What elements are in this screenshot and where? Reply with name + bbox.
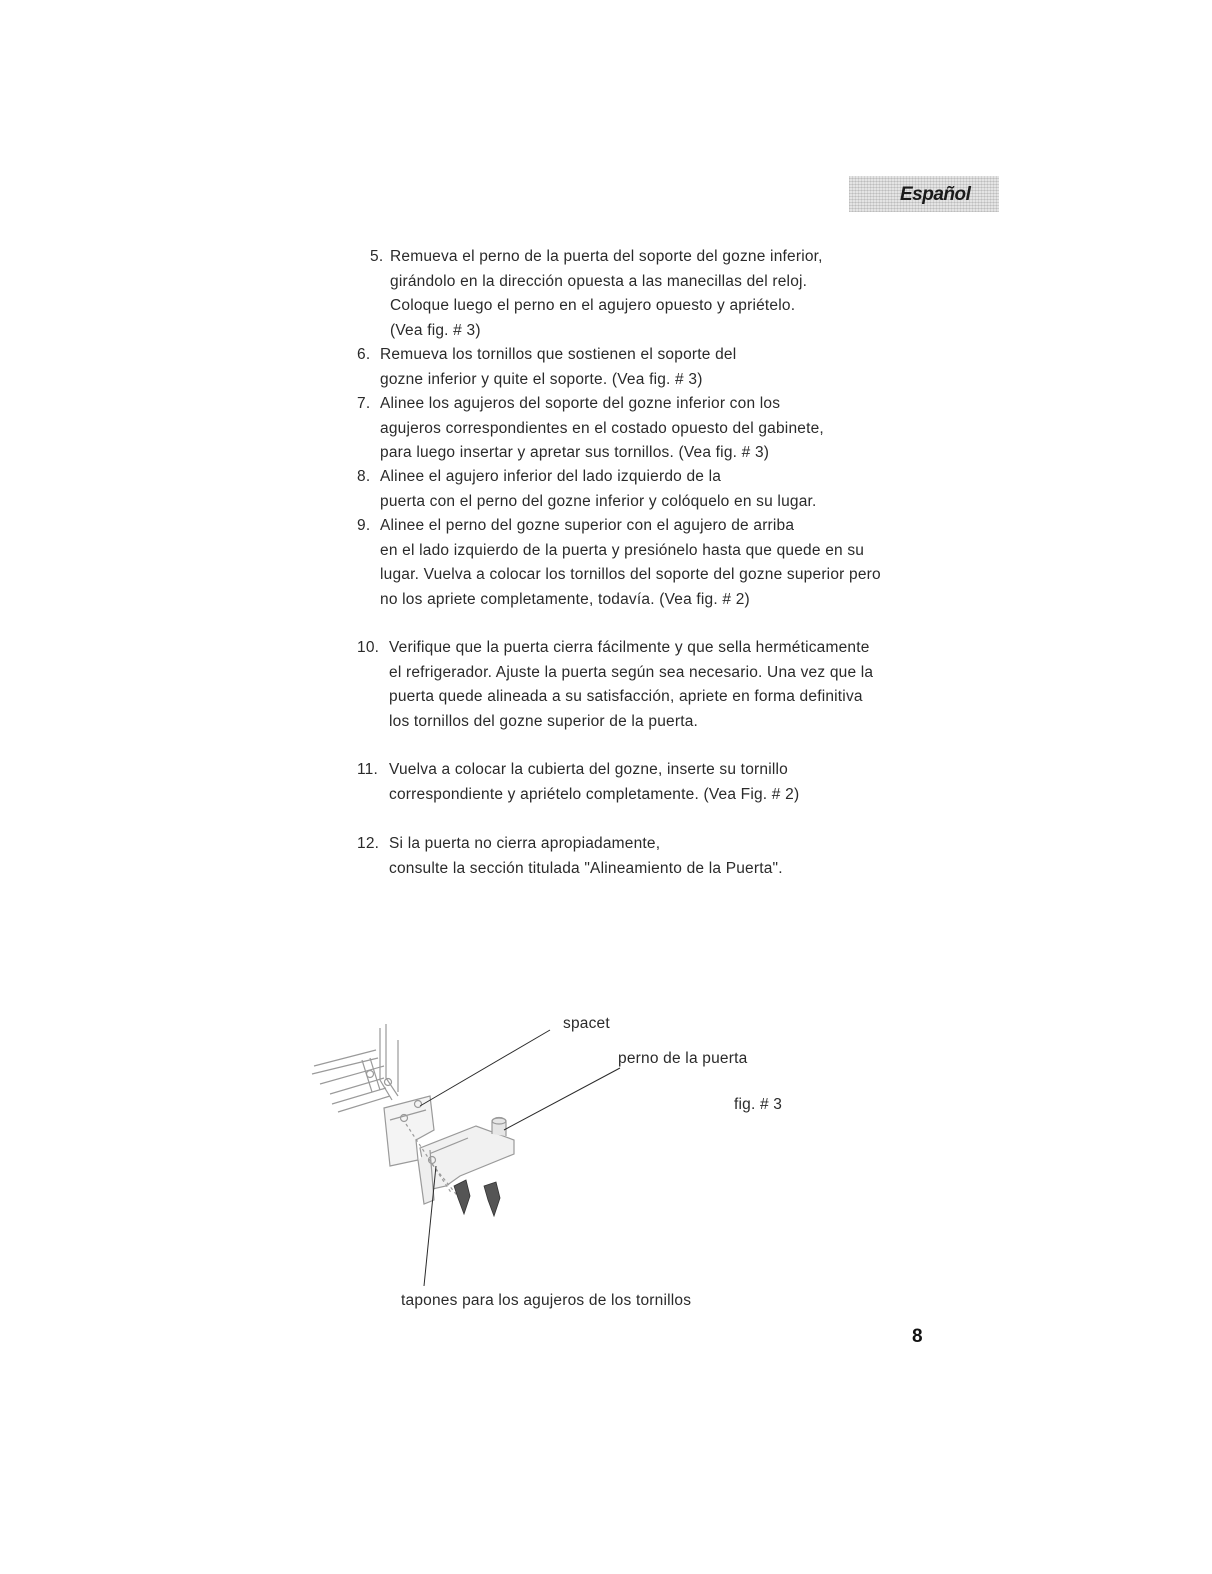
step-number: 8. bbox=[357, 468, 371, 485]
step-8 bbox=[357, 465, 817, 514]
hinge-bracket-illustration bbox=[300, 1000, 640, 1300]
step-line: Verifique que la puerta cierra fácilmente y que sella herméticamente bbox=[389, 639, 870, 656]
label-spacer: spacet bbox=[563, 1015, 610, 1032]
language-label: Español bbox=[900, 184, 971, 205]
step-number: 11. bbox=[357, 761, 378, 778]
step-line: en el lado izquierdo de la puerta y presiónelo hasta que quede en su bbox=[380, 541, 865, 559]
step-7 bbox=[357, 392, 824, 466]
step-line: no los apriete completamente, todavía. (Vea fig. # 2) bbox=[380, 590, 750, 608]
step-line: puerta con el perno del gozne inferior y colóquelo en su lugar. bbox=[380, 492, 817, 510]
step-line: Remueva los tornillos que sostienen el soporte del bbox=[380, 346, 737, 363]
step-line: Remueva el perno de la puerta del soporte del gozne inferior, bbox=[390, 248, 823, 265]
step-number: 6. bbox=[357, 346, 371, 363]
step-6 bbox=[357, 343, 737, 392]
step-line: Coloque luego el perno en el agujero opuesto y apriételo. bbox=[390, 297, 796, 314]
step-12 bbox=[357, 832, 783, 881]
step-line: lugar. Vuelva a colocar los tornillos del soporte del gozne superior pero bbox=[380, 566, 881, 583]
step-line: agujeros correspondientes en el costado opuesto del gabinete, bbox=[380, 419, 824, 437]
step-10 bbox=[357, 636, 874, 734]
step-number: 12. bbox=[357, 835, 380, 852]
label-screw-hole-plugs: tapones para los agujeros de los tornillos bbox=[401, 1292, 692, 1309]
step-number: 9. bbox=[357, 517, 371, 534]
step-line: Vuelva a colocar la cubierta del gozne, inserte su tornillo bbox=[389, 761, 788, 778]
step-number: 10. bbox=[357, 639, 380, 656]
figure-caption: fig. # 3 bbox=[734, 1096, 783, 1113]
step-line: los tornillos del gozne superior de la puerta. bbox=[389, 712, 699, 730]
step-number: 5. bbox=[370, 248, 384, 265]
step-line: Si la puerta no cierra apropiadamente, bbox=[389, 835, 661, 852]
step-number: 7. bbox=[357, 395, 371, 412]
label-door-pin: perno de la puerta bbox=[618, 1050, 748, 1067]
step-line: Alinee el agujero inferior del lado izquierdo de la bbox=[380, 468, 722, 485]
step-line: gozne inferior y quite el soporte. (Vea fig. # 3) bbox=[380, 370, 703, 388]
step-line: Alinee los agujeros del soporte del gozne inferior con los bbox=[380, 395, 781, 412]
page-number: 8 bbox=[912, 1326, 923, 1347]
step-5 bbox=[370, 245, 823, 343]
step-9 bbox=[357, 514, 881, 612]
step-line: correspondiente y apriételo completamente. (Vea Fig. # 2) bbox=[389, 785, 800, 803]
step-line: puerta quede alineada a su satisfacción, apriete en forma definitiva bbox=[389, 688, 863, 705]
step-line: para luego insertar y apretar sus tornillos. (Vea fig. # 3) bbox=[380, 444, 770, 461]
step-line: Alinee el perno del gozne superior con el agujero de arriba bbox=[380, 517, 795, 534]
step-11 bbox=[357, 758, 800, 807]
step-line: el refrigerador. Ajuste la puerta según sea necesario. Una vez que la bbox=[389, 663, 874, 681]
step-line: consulte la sección titulada "Alineamiento de la Puerta". bbox=[389, 859, 783, 877]
step-line: girándolo en la dirección opuesta a las manecillas del reloj. bbox=[390, 272, 808, 290]
step-line: (Vea fig. # 3) bbox=[390, 321, 481, 339]
